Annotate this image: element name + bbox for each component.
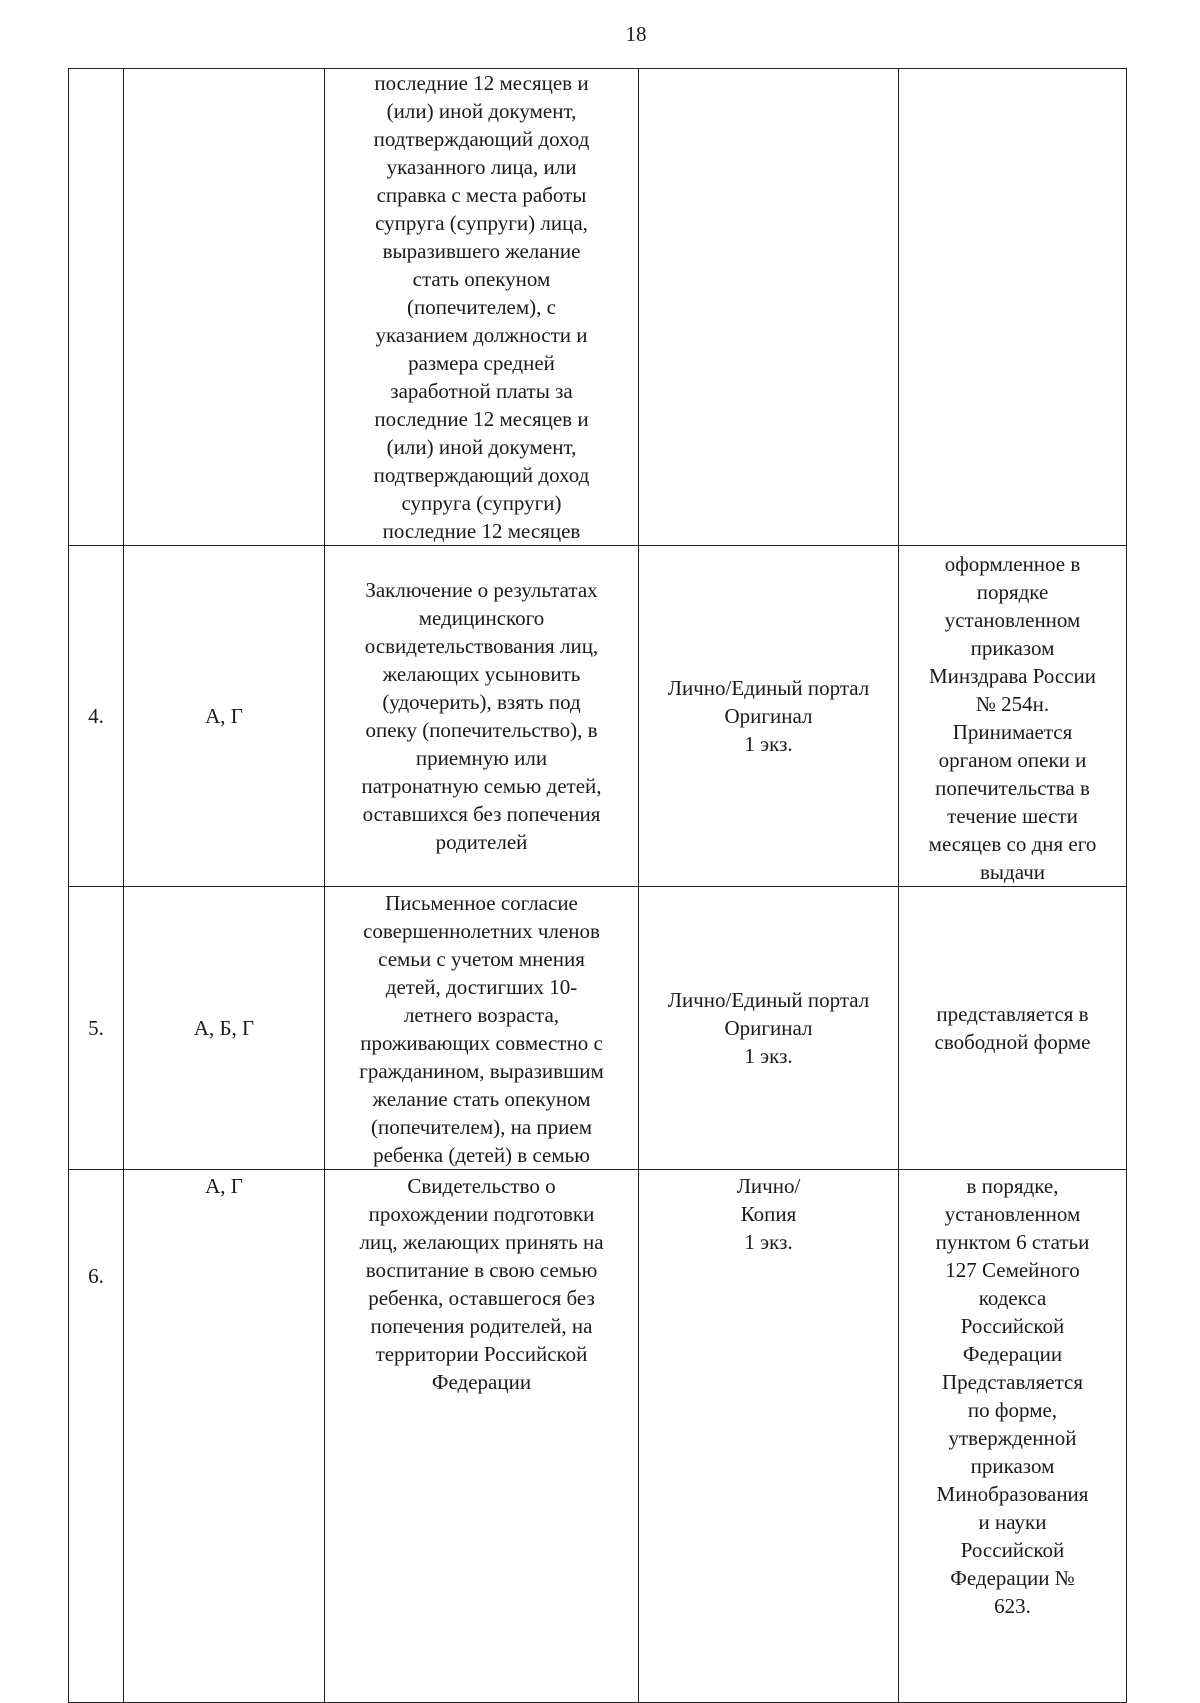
row-number-cell: 5. (69, 887, 124, 1170)
category-cell (124, 69, 325, 546)
table-row (69, 1170, 1127, 1703)
page-number: 18 (625, 22, 647, 46)
category-cell: А, Б, Г (124, 887, 325, 1170)
submission-method-cell: Лично/ Копия 1 экз. (639, 1170, 899, 1703)
category-cell: А, Г (124, 546, 325, 887)
category-cell: А, Г (124, 1170, 325, 1703)
note-cell: оформленное в порядке установленном приказом Минздрава России № 254н. Принимается органом опеки и попечительства в течение шести месяцев со дня его выдачи (899, 546, 1127, 887)
table-row-continued (69, 69, 1127, 546)
note-cell: представляется в свободной форме (899, 887, 1127, 1170)
document-cell: Заключение о результатах медицинского освидетельствования лиц, желающих усыновить (удочерить), взять под опеку (попечительство), в приемную или патронатную семью детей, оставшихся без попечения родителей (325, 546, 639, 887)
table-row (69, 887, 1127, 1170)
note-cell: в порядке, установленном пунктом 6 статьи 127 Семейного кодекса Российской Федерации Представляется по форме, утвержденной приказом Минобразования и науки Российской Федерации № 623. (899, 1170, 1127, 1703)
documents-table (68, 68, 1127, 1703)
document-cell: последние 12 месяцев и (или) иной документ, подтверждающий доход указанного лица, или справка с места работы супруга (супруги) лица, выразившего желание стать опекуном (попечителем), с указанием должности и размера средней заработной платы за последние 12 месяцев и (или) иной документ, подтверждающий доход супруга (супруги) последние 12 месяцев (325, 69, 639, 546)
document-cell: Свидетельство о прохождении подготовки лиц, желающих принять на воспитание в свою семью ребенка, оставшегося без попечения родителей, на территории Российской Федерации (325, 1170, 639, 1703)
submission-method-cell: Лично/Единый портал Оригинал 1 экз. (639, 887, 899, 1170)
row-number-cell: 4. (69, 546, 124, 887)
row-number-cell (69, 69, 124, 546)
table-row (69, 546, 1127, 887)
row-number-cell: 6. (69, 1170, 124, 1703)
note-cell (899, 69, 1127, 546)
submission-method-cell (639, 69, 899, 546)
document-cell: Письменное согласие совершеннолетних членов семьи с учетом мнения детей, достигших 10- летнего возраста, проживающих совместно с гражданином, выразившим желание стать опекуном (попечителем), на прием ребенка (детей) в семью (325, 887, 639, 1170)
submission-method-cell: Лично/Единый портал Оригинал 1 экз. (639, 546, 899, 887)
